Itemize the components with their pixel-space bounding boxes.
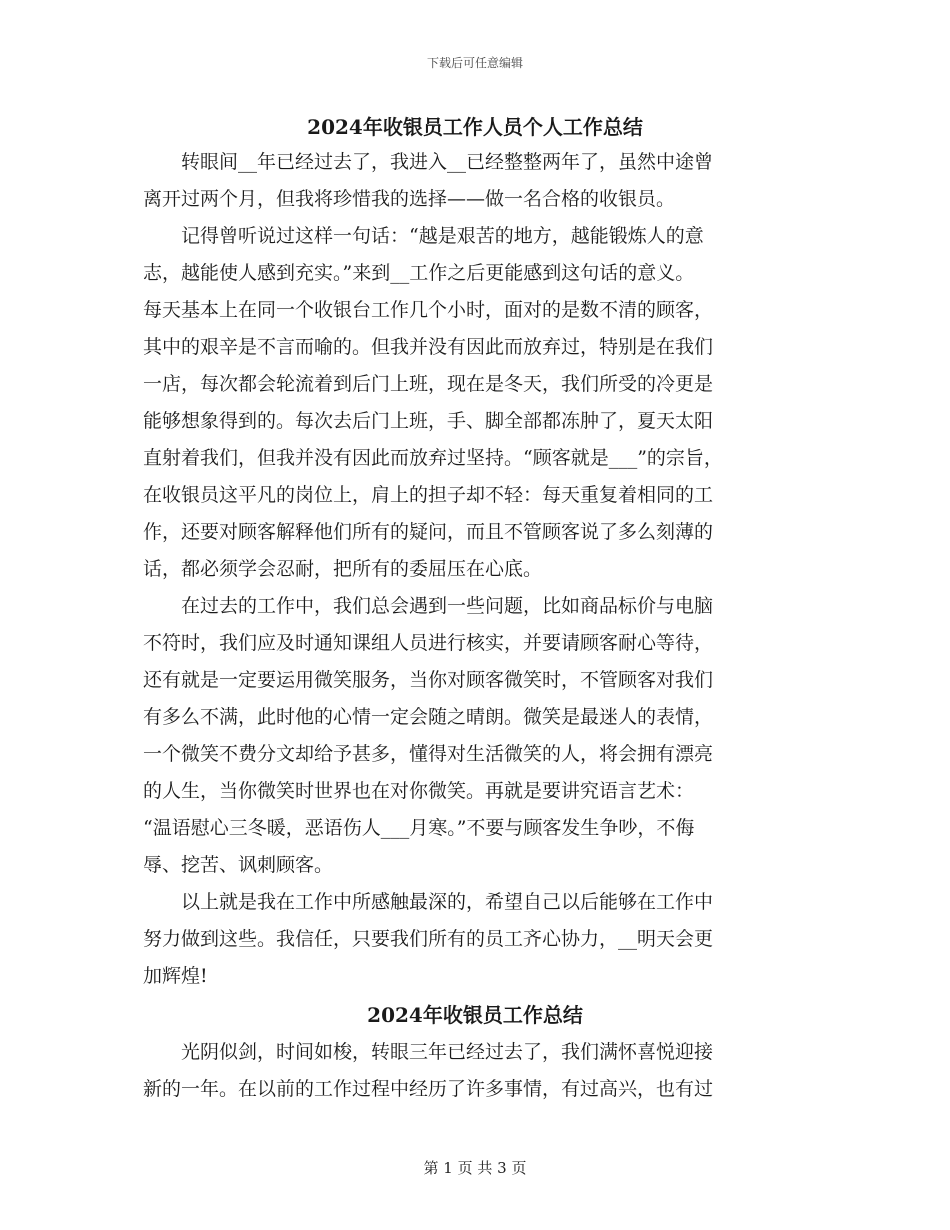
text-line: 光阴似剑，时间如梭，转眼三年已经过去了，我们满怀喜悦迎接 [143, 1041, 714, 1063]
text-line: 努力做到这些。我信任，只要我们所有的员工齐心协力，__明天会更 [143, 928, 714, 950]
text-line: 直射着我们，但我并没有因此而放弃过坚持。“顾客就是___”的宗旨， [143, 447, 723, 469]
text-line: 能够想象得到的。每次去后门上班，手、脚全部都冻肿了，夏天太阳 [143, 410, 714, 432]
text-line: 一店，每次都会轮流着到后门上班，现在是冬天，我们所受的冷更是 [143, 373, 714, 395]
text-line: 新的一年。在以前的工作过程中经历了许多事情，有过高兴，也有过 [143, 1078, 714, 1100]
text-line: 辱、挖苦、讽刺顾客。 [143, 854, 334, 876]
text-line: 记得曾听说过这样一句话：“越是艰苦的地方，越能锻炼人的意 [143, 225, 704, 247]
document-title: 2024年收银员工作人员个人工作总结 [307, 115, 643, 139]
text-line: 的人生，当你微笑时世界也在对你微笑。再就是要讲究语言艺术： [143, 780, 695, 802]
text-line: 转眼间__年已经过去了，我进入__已经整整两年了，虽然中途曾 [143, 151, 714, 173]
text-line: 话，都必须学会忍耐，把所有的委屈压在心底。 [143, 558, 543, 580]
text-line: 作，还要对顾客解释他们所有的疑问，而且不管顾客说了多么刻薄的 [143, 521, 714, 543]
text-line: 还有就是一定要运用微笑服务，当你对顾客微笑时，不管顾客对我们 [143, 669, 714, 691]
text-line: 志，越能使人感到充实。”来到__工作之后更能感到这句话的意义。 [143, 262, 695, 284]
text-line: 有多么不满，此时他的心情一定会随之晴朗。微笑是最迷人的表情， [143, 706, 714, 728]
text-line: 其中的艰辛是不言而喻的。但我并没有因此而放弃过，特别是在我们 [143, 336, 714, 358]
text-line: 每天基本上在同一个收银台工作几个小时，面对的是数不清的顾客， [143, 299, 714, 321]
text-line: 在收银员这平凡的岗位上，肩上的担子却不轻：每天重复着相同的工 [143, 484, 714, 506]
text-line: 一个微笑不费分文却给予甚多，懂得对生活微笑的人，将会拥有漂亮 [143, 743, 714, 765]
text-line: 不符时，我们应及时通知课组人员进行核实，并要请顾客耐心等待， [143, 632, 714, 654]
text-line: 在过去的工作中，我们总会遇到一些问题，比如商品标价与电脑 [143, 595, 714, 617]
header-note: 下载后可任意编辑 [426, 56, 523, 70]
text-line: “温语慰心三冬暖，恶语伤人___月寒。”不要与顾客发生争吵，不侮 [143, 817, 695, 839]
page-number: 第 1 页 共 3 页 [423, 1159, 527, 1177]
text-line: 加辉煌! [143, 965, 208, 987]
section-title: 2024年收银员工作总结 [367, 1003, 583, 1027]
text-line: 以上就是我在工作中所感触最深的，希望自己以后能够在工作中 [143, 891, 714, 913]
text-line: 离开过两个月，但我将珍惜我的选择——做一名合格的收银员。 [143, 188, 676, 210]
